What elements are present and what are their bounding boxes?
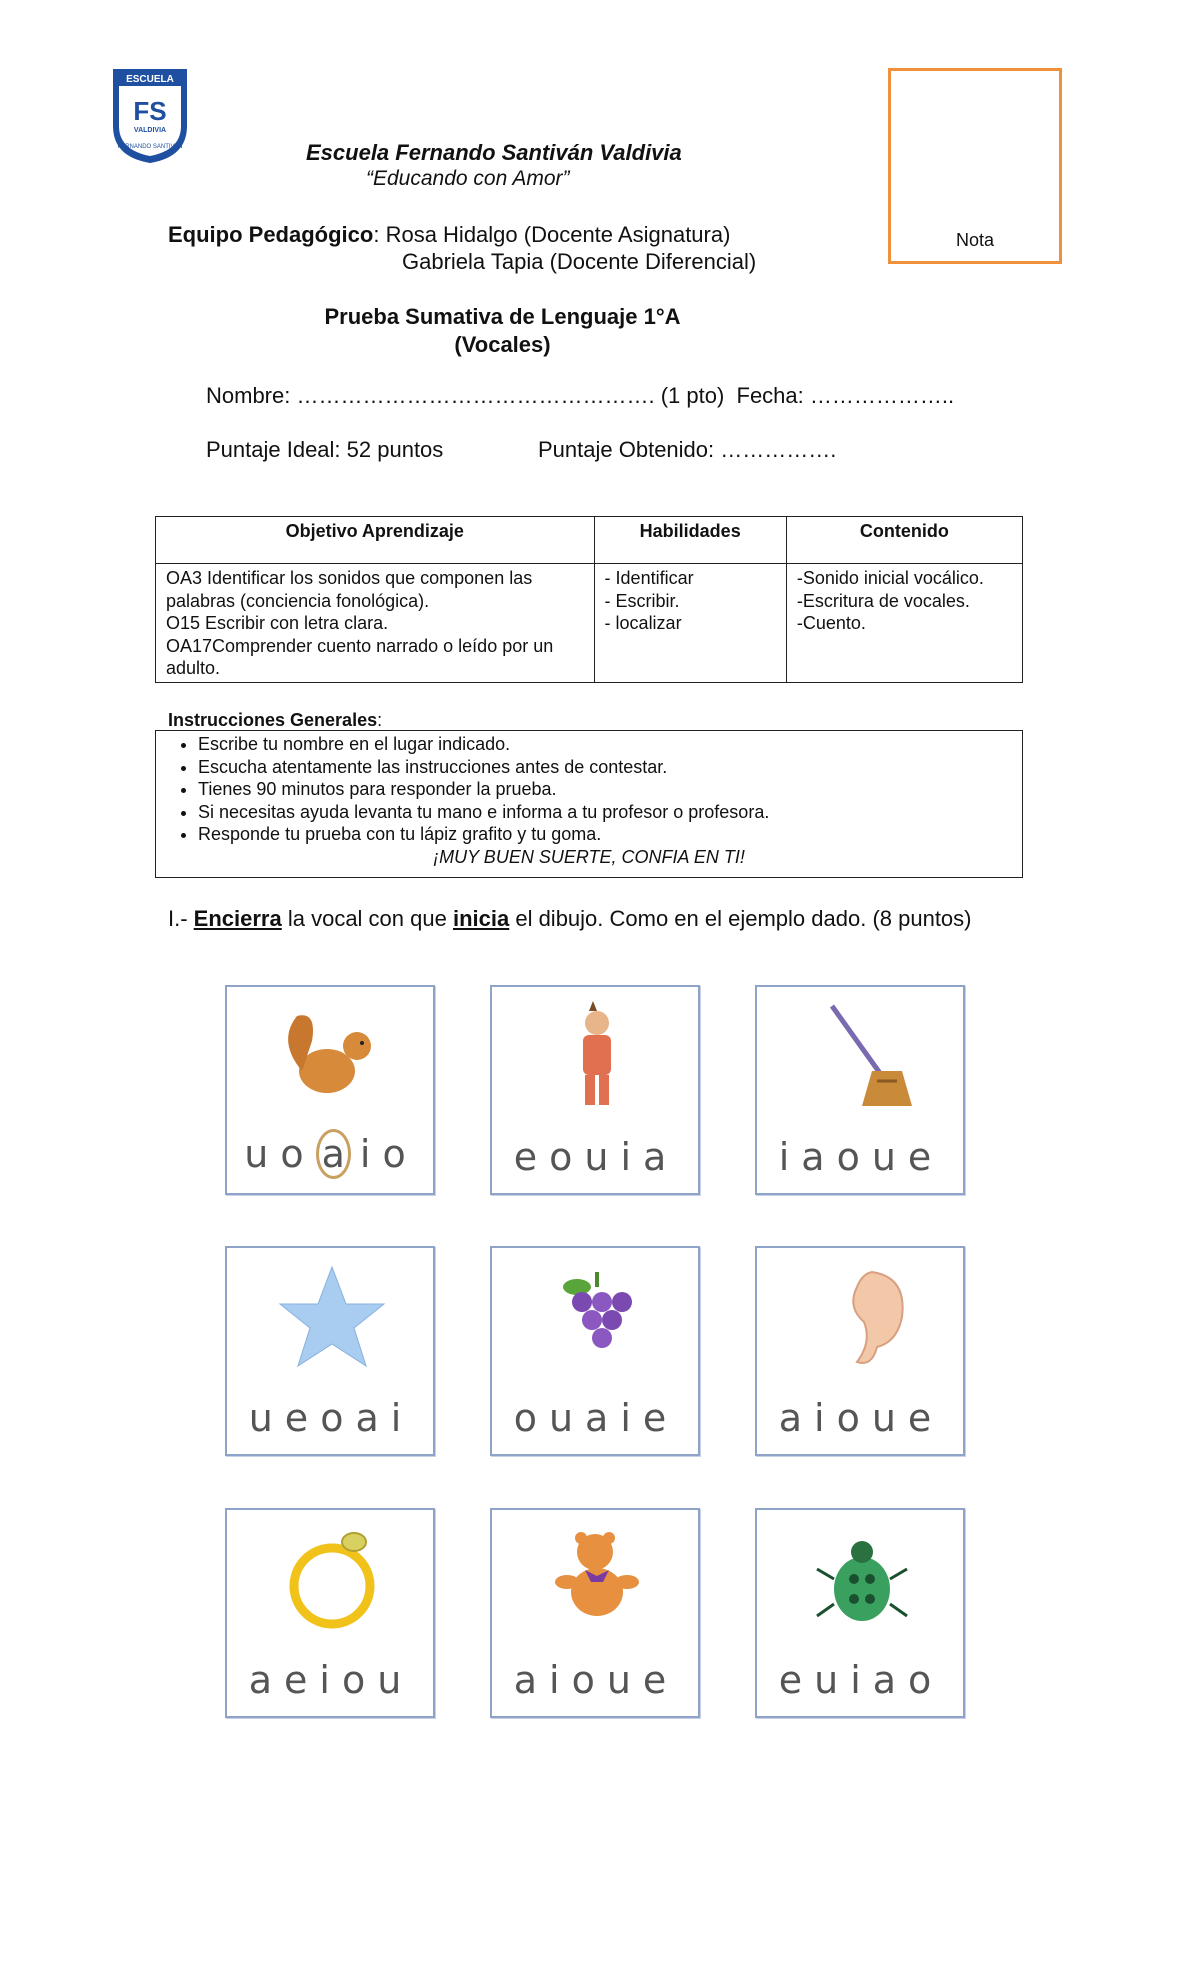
contents-cell <box>786 564 1022 683</box>
school-name: Escuela Fernando Santiván Valdivia <box>306 140 682 165</box>
exercise-keyword: Encierra <box>193 906 282 931</box>
vowel-option[interactable]: e <box>778 1658 813 1702</box>
team-label: Equipo Pedagógico <box>168 222 374 247</box>
teddy-bear-icon <box>537 1524 657 1634</box>
grade-label: Nota <box>955 230 995 250</box>
vowel-options <box>757 1396 963 1440</box>
skills-cell <box>594 564 786 683</box>
skill-item: - localizar <box>604 613 682 633</box>
svg-text:ESCUELA: ESCUELA <box>126 74 174 85</box>
exercise-text: el dibujo. Como en el ejemplo dado. (8 puntos) <box>509 906 972 931</box>
vowel-option[interactable]: e <box>642 1396 677 1440</box>
vowel-option[interactable]: a <box>585 1396 619 1440</box>
vowel-card-ear <box>755 1246 965 1456</box>
vowel-option[interactable]: e <box>907 1135 942 1179</box>
vowel-option[interactable]: i <box>778 1135 800 1179</box>
vowel-option[interactable]: o <box>908 1658 942 1702</box>
vowel-option[interactable]: o <box>341 1658 376 1702</box>
vowel-option[interactable]: i <box>390 1396 412 1440</box>
exercise-instruction <box>168 906 972 932</box>
vowel-option[interactable]: o <box>513 1396 547 1440</box>
school-logo <box>112 68 188 164</box>
name-date-line[interactable]: Nombre: …………………………………………. (1 pto) Fecha: ……………….. <box>206 383 955 408</box>
instructions-heading-text: Instrucciones Generales <box>168 710 378 730</box>
vowel-options <box>492 1135 698 1179</box>
list-item: • Escribe tu nombre en el lugar indicado. <box>198 733 1010 756</box>
vowel-card-teddy-bear <box>490 1508 700 1718</box>
vowel-option[interactable]: u <box>244 1132 279 1176</box>
score-obtained[interactable]: Puntaje Obtenido: ……………. <box>538 437 837 462</box>
vowel-card-star <box>225 1246 435 1456</box>
vowel-option[interactable]: u <box>584 1135 619 1179</box>
vowel-options <box>492 1396 698 1440</box>
boy-costume-icon <box>537 1001 657 1111</box>
instructions-closing: ¡MUY BUEN SUERTE, CONFIA EN TI! <box>433 846 745 867</box>
vowel-option[interactable]: a <box>355 1396 389 1440</box>
vowel-option[interactable]: i <box>549 1658 570 1702</box>
vowel-option[interactable]: u <box>814 1658 849 1702</box>
vowel-option[interactable]: e <box>642 1658 677 1702</box>
grapes-icon <box>537 1262 657 1372</box>
vowel-option[interactable]: i <box>850 1658 871 1702</box>
vowel-option[interactable]: o <box>836 1396 870 1440</box>
objectives-cell <box>156 564 595 683</box>
svg-text:VALDIVIA: VALDIVIA <box>133 127 167 134</box>
team-member-1: : Rosa Hidalgo (Docente Asignatura) <box>373 222 731 247</box>
broom-icon <box>802 1001 922 1111</box>
svg-text:FERNANDO SANTIVAN: FERNANDO SANTIVAN <box>117 144 183 150</box>
exercise-keyword: inicia <box>452 906 510 931</box>
list-item: • Tienes 90 minutos para responder la prueba. <box>198 778 1010 801</box>
vowel-option[interactable]: e <box>284 1658 318 1702</box>
vowel-option[interactable]: i <box>620 1396 641 1440</box>
objective-item: OA17Comprender cuento narrado o leído por un adulto. <box>166 635 554 678</box>
vowel-options <box>227 1129 433 1179</box>
vowel-option[interactable]: i <box>359 1132 381 1176</box>
vowel-option[interactable]: u <box>248 1396 283 1440</box>
vowel-option[interactable]: a <box>513 1658 547 1702</box>
vowel-option[interactable]: i <box>620 1135 641 1179</box>
exercise-text: la vocal con que <box>281 906 453 931</box>
score-ideal: Puntaje Ideal: 52 puntos <box>206 437 444 462</box>
objective-item: O15 Escribir con letra clara. <box>166 613 389 633</box>
grade-box[interactable] <box>888 68 1062 264</box>
vowel-option[interactable]: o <box>549 1135 583 1179</box>
exercise-prefix: I.- <box>168 906 194 931</box>
vowel-card-broom <box>755 985 965 1195</box>
table-header: Habilidades <box>594 517 786 564</box>
objectives-table <box>155 516 1023 683</box>
vowel-option[interactable]: u <box>871 1135 906 1179</box>
vowel-card-ring <box>225 1508 435 1718</box>
instructions-box <box>155 730 1023 878</box>
content-item: -Sonido inicial vocálico. <box>796 568 984 588</box>
vowel-option[interactable]: e <box>284 1396 319 1440</box>
vowel-option[interactable]: a <box>316 1129 351 1179</box>
vowel-option[interactable]: i <box>319 1658 340 1702</box>
table-header: Contenido <box>786 517 1022 564</box>
vowel-option[interactable]: o <box>382 1132 416 1176</box>
ear-icon <box>802 1262 922 1372</box>
vowel-options <box>227 1658 433 1702</box>
vowel-option[interactable]: a <box>248 1658 282 1702</box>
test-title-block <box>0 303 1005 359</box>
vowel-option[interactable]: o <box>571 1658 605 1702</box>
vowel-option[interactable]: i <box>814 1396 835 1440</box>
svg-text:FS: FS <box>133 96 167 126</box>
vowel-option[interactable]: a <box>643 1135 677 1179</box>
content-item: -Cuento. <box>796 613 866 633</box>
instructions-heading: Instrucciones Generales: <box>168 710 383 730</box>
vowel-option[interactable]: o <box>280 1132 314 1176</box>
test-subtitle: (Vocales) <box>454 332 551 357</box>
vowel-option[interactable]: e <box>907 1396 942 1440</box>
vowel-option[interactable]: o <box>320 1396 354 1440</box>
skill-item: - Escribir. <box>604 590 680 611</box>
beetle-icon <box>802 1524 922 1634</box>
vowel-options <box>227 1396 433 1440</box>
vowel-option[interactable]: u <box>871 1396 906 1440</box>
test-title: Prueba Sumativa de Lenguaje 1°A <box>324 304 681 329</box>
vowel-options <box>757 1135 963 1179</box>
team-line-1 <box>168 222 730 248</box>
vowel-option[interactable]: u <box>377 1658 412 1702</box>
vowel-option[interactable]: e <box>513 1135 548 1179</box>
vowel-option[interactable]: a <box>801 1135 835 1179</box>
school-motto: “Educando con Amor” <box>366 167 570 190</box>
vowel-option[interactable]: u <box>548 1396 584 1440</box>
vowel-card-squirrel <box>225 985 435 1195</box>
list-item: • Responde tu prueba con tu lápiz grafito y tu goma. <box>198 823 1010 846</box>
content-item: -Escritura de vocales. <box>796 590 970 611</box>
vowel-option[interactable]: a <box>778 1396 812 1440</box>
objective-item: OA3 Identificar los sonidos que componen las palabras (conciencia fonológica). <box>166 568 533 611</box>
list-item: • Si necesitas ayuda levanta tu mano e informa a tu profesor o profesora. <box>198 801 1010 824</box>
team-member-2: Gabriela Tapia (Docente Diferencial) <box>402 249 757 274</box>
vowel-options <box>492 1658 698 1702</box>
vowel-options <box>757 1658 963 1702</box>
vowel-option[interactable]: u <box>606 1658 641 1702</box>
ring-icon <box>272 1524 392 1634</box>
vowel-card-boy-costume <box>490 985 700 1195</box>
vowel-card-grapes <box>490 1246 700 1456</box>
vowel-option[interactable]: a <box>872 1658 907 1702</box>
squirrel-icon <box>272 1001 392 1111</box>
table-header-row <box>156 517 1023 564</box>
instructions-list <box>168 733 1010 846</box>
vowel-option[interactable]: o <box>836 1135 870 1179</box>
list-item: • Escucha atentamente las instrucciones antes de contestar. <box>198 756 1010 779</box>
star-icon <box>272 1262 392 1372</box>
vowel-card-beetle <box>755 1508 965 1718</box>
skill-item: - Identificar <box>604 568 694 588</box>
table-header: Objetivo Aprendizaje <box>156 517 595 564</box>
table-row <box>156 564 1023 683</box>
